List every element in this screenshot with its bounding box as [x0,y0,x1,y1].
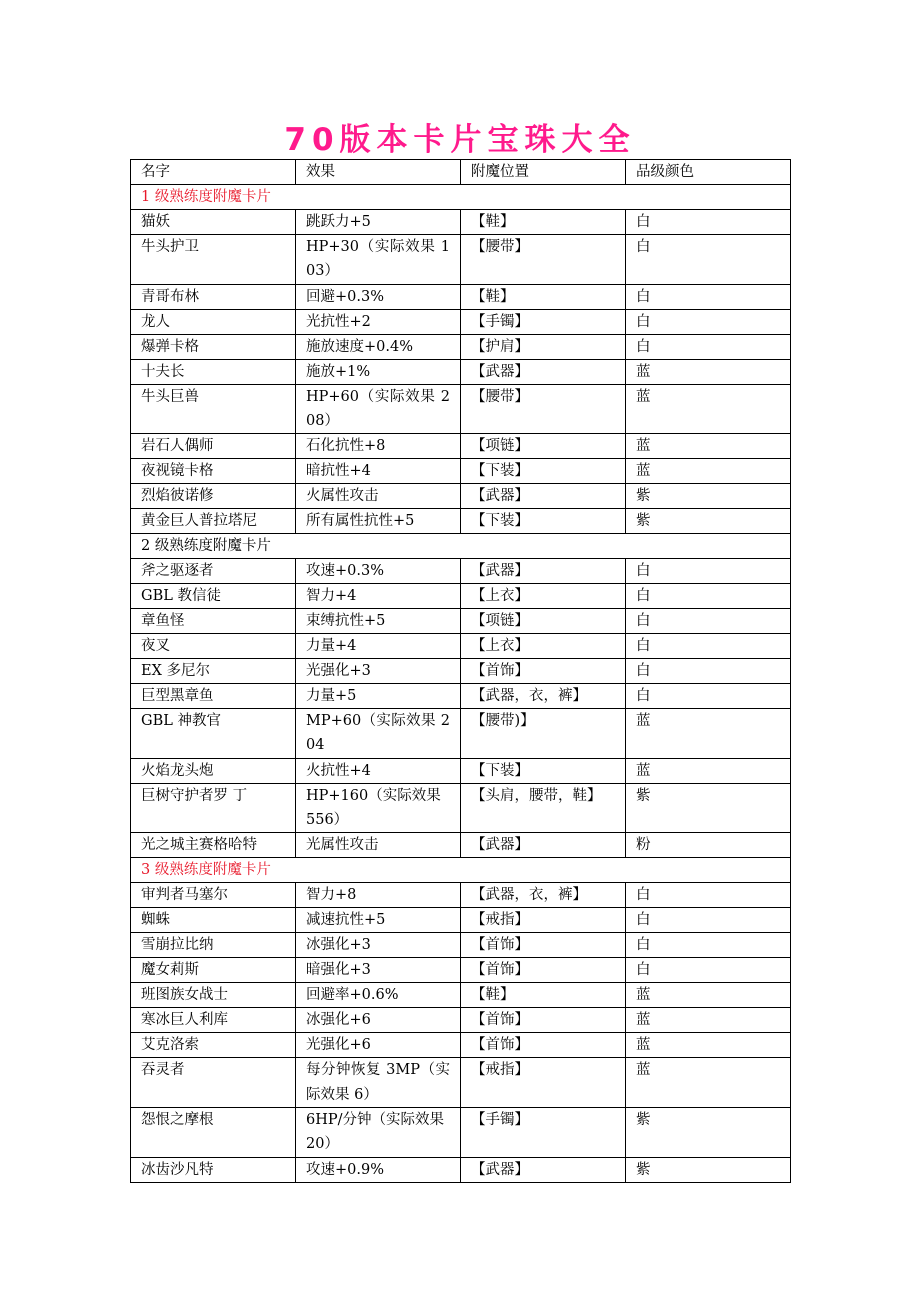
card-name-cell: 吞灵者 [131,1058,296,1108]
slot-cell: 【下装】 [461,758,626,783]
table-body [131,185,791,1183]
slot-cell: 【戒指】 [461,908,626,933]
table-row [131,584,791,609]
table-row [131,235,791,285]
table-row [131,434,791,459]
effect-cell: 束缚抗性+5 [296,609,461,634]
slot-cell: 【上衣】 [461,634,626,659]
slot-cell: 【武器】 [461,1157,626,1182]
table-row [131,359,791,384]
effect-cell: 光强化+6 [296,1033,461,1058]
grade-cell: 白 [626,334,791,359]
card-name-cell: 雪崩拉比纳 [131,933,296,958]
section-row [131,185,791,210]
effect-cell: 冰强化+6 [296,1008,461,1033]
table-row [131,1107,791,1157]
effect-cell: 力量+5 [296,684,461,709]
table-row [131,609,791,634]
table-row [131,1058,791,1108]
table-row [131,709,791,759]
slot-cell: 【下装】 [461,459,626,484]
grade-cell: 蓝 [626,1033,791,1058]
slot-cell: 【鞋】 [461,983,626,1008]
card-name-cell: 火焰龙头炮 [131,758,296,783]
effect-cell: 暗强化+3 [296,958,461,983]
header-name: 名字 [131,160,296,185]
table-row [131,484,791,509]
effect-cell: 光抗性+2 [296,309,461,334]
grade-cell: 蓝 [626,459,791,484]
section-label: 2 级熟练度附魔卡片 [131,534,791,559]
card-name-cell: GBL 教信徒 [131,584,296,609]
table-row [131,509,791,534]
card-name-cell: 岩石人偶师 [131,434,296,459]
card-name-cell: 冰齿沙凡特 [131,1157,296,1182]
card-name-cell: 光之城主赛格哈特 [131,833,296,858]
grade-cell: 蓝 [626,434,791,459]
card-name-cell: EX 多尼尔 [131,659,296,684]
effect-cell: HP+160（实际效果 556） [296,783,461,833]
card-name-cell: 牛头巨兽 [131,384,296,434]
grade-cell: 粉 [626,833,791,858]
table-header-row [131,160,791,185]
card-name-cell: 魔女莉斯 [131,958,296,983]
card-name-cell: 寒冰巨人利库 [131,1008,296,1033]
grade-cell: 白 [626,634,791,659]
card-name-cell: 黄金巨人普拉塔尼 [131,509,296,534]
grade-cell: 白 [626,659,791,684]
grade-cell: 白 [626,309,791,334]
header-slot: 附魔位置 [461,160,626,185]
table-row [131,210,791,235]
table-row [131,933,791,958]
grade-cell: 蓝 [626,983,791,1008]
table-row [131,634,791,659]
grade-cell: 白 [626,235,791,285]
effect-cell: 所有属性抗性+5 [296,509,461,534]
table-row [131,883,791,908]
table-row [131,1157,791,1182]
grade-cell: 蓝 [626,758,791,783]
effect-cell: 智力+4 [296,584,461,609]
slot-cell: 【手镯】 [461,1107,626,1157]
card-name-cell: 牛头护卫 [131,235,296,285]
table-row [131,1008,791,1033]
card-name-cell: 夜叉 [131,634,296,659]
effect-cell: 6HP/分钟（实际效果 20） [296,1107,461,1157]
effect-cell: 光强化+3 [296,659,461,684]
grade-cell: 紫 [626,509,791,534]
slot-cell: 【首饰】 [461,958,626,983]
card-name-cell: 怨恨之摩根 [131,1107,296,1157]
page-title: 70版本卡片宝珠大全 [284,122,636,158]
effect-cell: 每分钟恢复 3MP（实际效果 6） [296,1058,461,1108]
card-name-cell: 猫妖 [131,210,296,235]
card-name-cell: 爆弹卡格 [131,334,296,359]
grade-cell: 紫 [626,484,791,509]
slot-cell: 【鞋】 [461,210,626,235]
grade-cell: 白 [626,609,791,634]
grade-cell: 白 [626,933,791,958]
table-row [131,783,791,833]
table-row [131,384,791,434]
grade-cell: 白 [626,210,791,235]
effect-cell: 减速抗性+5 [296,908,461,933]
effect-cell: 火属性攻击 [296,484,461,509]
effect-cell: 施放速度+0.4% [296,334,461,359]
section-label: 3 级熟练度附魔卡片 [131,858,791,883]
effect-cell: HP+60（实际效果 208） [296,384,461,434]
slot-cell: 【下装】 [461,509,626,534]
grade-cell: 紫 [626,783,791,833]
card-table [130,159,791,1183]
slot-cell: 【戒指】 [461,1058,626,1108]
grade-cell: 蓝 [626,709,791,759]
grade-cell: 蓝 [626,1058,791,1108]
slot-cell: 【武器】 [461,559,626,584]
table-row [131,1033,791,1058]
table-row [131,908,791,933]
card-name-cell: 巨型黑章鱼 [131,684,296,709]
card-name-cell: 十夫长 [131,359,296,384]
grade-cell: 紫 [626,1157,791,1182]
effect-cell: 回避+0.3% [296,284,461,309]
table-row [131,659,791,684]
grade-cell: 白 [626,883,791,908]
effect-cell: 智力+8 [296,883,461,908]
effect-cell: 暗抗性+4 [296,459,461,484]
slot-cell: 【上衣】 [461,584,626,609]
table-row [131,334,791,359]
slot-cell: 【项链】 [461,434,626,459]
table-row [131,559,791,584]
effect-cell: 跳跃力+5 [296,210,461,235]
grade-cell: 蓝 [626,384,791,434]
card-name-cell: 章鱼怪 [131,609,296,634]
effect-cell: HP+30（实际效果 103） [296,235,461,285]
card-name-cell: 巨树守护者罗 丁 [131,783,296,833]
table-row [131,833,791,858]
slot-cell: 【武器】 [461,484,626,509]
grade-cell: 白 [626,958,791,983]
effect-cell: 火抗性+4 [296,758,461,783]
slot-cell: 【项链】 [461,609,626,634]
slot-cell: 【护肩】 [461,334,626,359]
header-grade: 品级颜色 [626,160,791,185]
section-row [131,534,791,559]
card-name-cell: 审判者马塞尔 [131,883,296,908]
table-row [131,958,791,983]
card-name-cell: 蜘蛛 [131,908,296,933]
table-row [131,284,791,309]
header-effect: 效果 [296,160,461,185]
table-row [131,309,791,334]
slot-cell: 【腰带)】 [461,709,626,759]
effect-cell: MP+60（实际效果 204 [296,709,461,759]
slot-cell: 【首饰】 [461,933,626,958]
grade-cell: 蓝 [626,359,791,384]
effect-cell: 石化抗性+8 [296,434,461,459]
table-row [131,459,791,484]
card-name-cell: 夜视镜卡格 [131,459,296,484]
effect-cell: 光属性攻击 [296,833,461,858]
card-name-cell: GBL 神教官 [131,709,296,759]
effect-cell: 冰强化+3 [296,933,461,958]
slot-cell: 【首饰】 [461,659,626,684]
section-label: 1 级熟练度附魔卡片 [131,185,791,210]
table-row [131,758,791,783]
effect-cell: 力量+4 [296,634,461,659]
slot-cell: 【首饰】 [461,1008,626,1033]
grade-cell: 白 [626,559,791,584]
card-name-cell: 烈焰彼诺修 [131,484,296,509]
grade-cell: 白 [626,584,791,609]
slot-cell: 【武器，衣，裤】 [461,684,626,709]
slot-cell: 【首饰】 [461,1033,626,1058]
slot-cell: 【武器，衣，裤】 [461,883,626,908]
slot-cell: 【腰带】 [461,384,626,434]
table-row [131,983,791,1008]
grade-cell: 紫 [626,1107,791,1157]
effect-cell: 攻速+0.9% [296,1157,461,1182]
card-name-cell: 斧之驱逐者 [131,559,296,584]
card-name-cell: 龙人 [131,309,296,334]
card-name-cell: 青哥布林 [131,284,296,309]
grade-cell: 蓝 [626,1008,791,1033]
effect-cell: 施放+1% [296,359,461,384]
grade-cell: 白 [626,684,791,709]
slot-cell: 【腰带】 [461,235,626,285]
slot-cell: 【鞋】 [461,284,626,309]
section-row [131,858,791,883]
card-name-cell: 班图族女战士 [131,983,296,1008]
grade-cell: 白 [626,908,791,933]
effect-cell: 攻速+0.3% [296,559,461,584]
slot-cell: 【头肩，腰带，鞋】 [461,783,626,833]
slot-cell: 【手镯】 [461,309,626,334]
slot-cell: 【武器】 [461,833,626,858]
table-row [131,684,791,709]
effect-cell: 回避率+0.6% [296,983,461,1008]
grade-cell: 白 [626,284,791,309]
card-name-cell: 艾克洛索 [131,1033,296,1058]
slot-cell: 【武器】 [461,359,626,384]
